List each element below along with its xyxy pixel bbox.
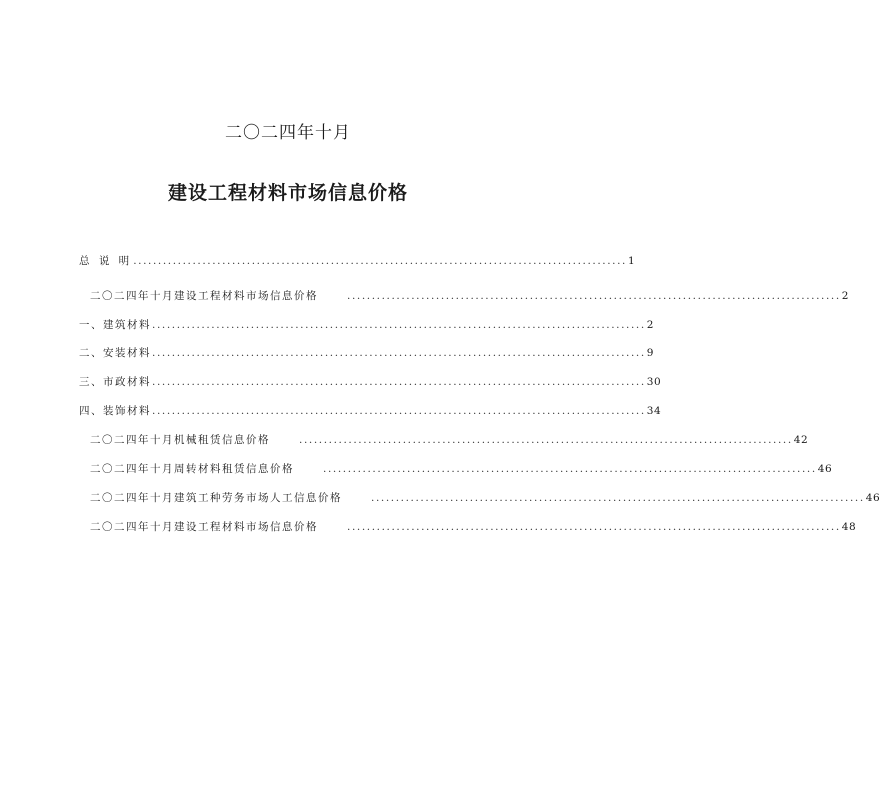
toc-leader-dots: .................................................................................................... xyxy=(152,319,646,331)
document-title: 建设工程材料市场信息价格 xyxy=(167,182,408,204)
toc-entry-label: 三、市政材料 xyxy=(79,376,151,388)
toc-leader-dots: .................................................................................................... xyxy=(299,434,793,446)
toc-leader-dots: .................................................................................................... xyxy=(323,463,817,475)
toc-entry[interactable] xyxy=(79,345,654,360)
toc-leader-dots: .................................................................................................... xyxy=(347,290,841,302)
toc-leader-dots: .................................................................................................... xyxy=(133,255,627,267)
toc-entry-page: 46 xyxy=(817,463,833,475)
toc-entry-label: 二〇二四年十月建筑工种劳务市场人工信息价格 xyxy=(90,492,342,504)
toc-entry-label: 四、装饰材料 xyxy=(79,405,151,417)
toc-leader-dots: .................................................................................................... xyxy=(347,521,841,533)
toc-entry-page: 2 xyxy=(646,319,654,331)
toc-entry[interactable] xyxy=(79,317,654,332)
toc-entry-label: 二、安装材料 xyxy=(79,347,151,359)
toc-entry-page: 34 xyxy=(646,405,662,417)
toc-entry[interactable] xyxy=(90,490,880,505)
toc-entry[interactable] xyxy=(90,288,849,303)
toc-entry-label: 二〇二四年十月建设工程材料市场信息价格 xyxy=(90,290,318,302)
toc-entry-page: 48 xyxy=(841,521,857,533)
toc-entry[interactable] xyxy=(79,403,662,418)
toc-leader-dots: .................................................................................................... xyxy=(152,347,646,359)
toc-entry-page: 46 xyxy=(865,492,880,504)
toc-entry[interactable] xyxy=(90,432,809,447)
toc-entry[interactable] xyxy=(79,374,662,389)
toc-entry-label: 二〇二四年十月机械租赁信息价格 xyxy=(90,434,270,446)
toc-entry-label: 一、建筑材料 xyxy=(79,319,151,331)
toc-entry-page: 9 xyxy=(646,347,654,359)
toc-entry-label: 总 说 明 xyxy=(79,255,133,267)
toc-entry-label: 二〇二四年十月建设工程材料市场信息价格 xyxy=(90,521,318,533)
toc-entry-label: 二〇二四年十月周转材料租赁信息价格 xyxy=(90,463,294,475)
toc-entry[interactable] xyxy=(90,461,833,476)
toc-entry-page: 42 xyxy=(793,434,809,446)
toc-entry-page: 2 xyxy=(841,290,849,302)
toc-entry-page: 1 xyxy=(627,255,636,267)
toc-entry[interactable] xyxy=(79,253,636,268)
toc-leader-dots: .................................................................................................... xyxy=(152,405,646,417)
toc-leader-dots: .................................................................................................... xyxy=(152,376,646,388)
date-title: 二〇二四年十月 xyxy=(225,123,351,143)
toc-leader-dots: .................................................................................................... xyxy=(371,492,865,504)
toc-entry-page: 30 xyxy=(646,376,662,388)
toc-entry[interactable] xyxy=(90,519,857,534)
